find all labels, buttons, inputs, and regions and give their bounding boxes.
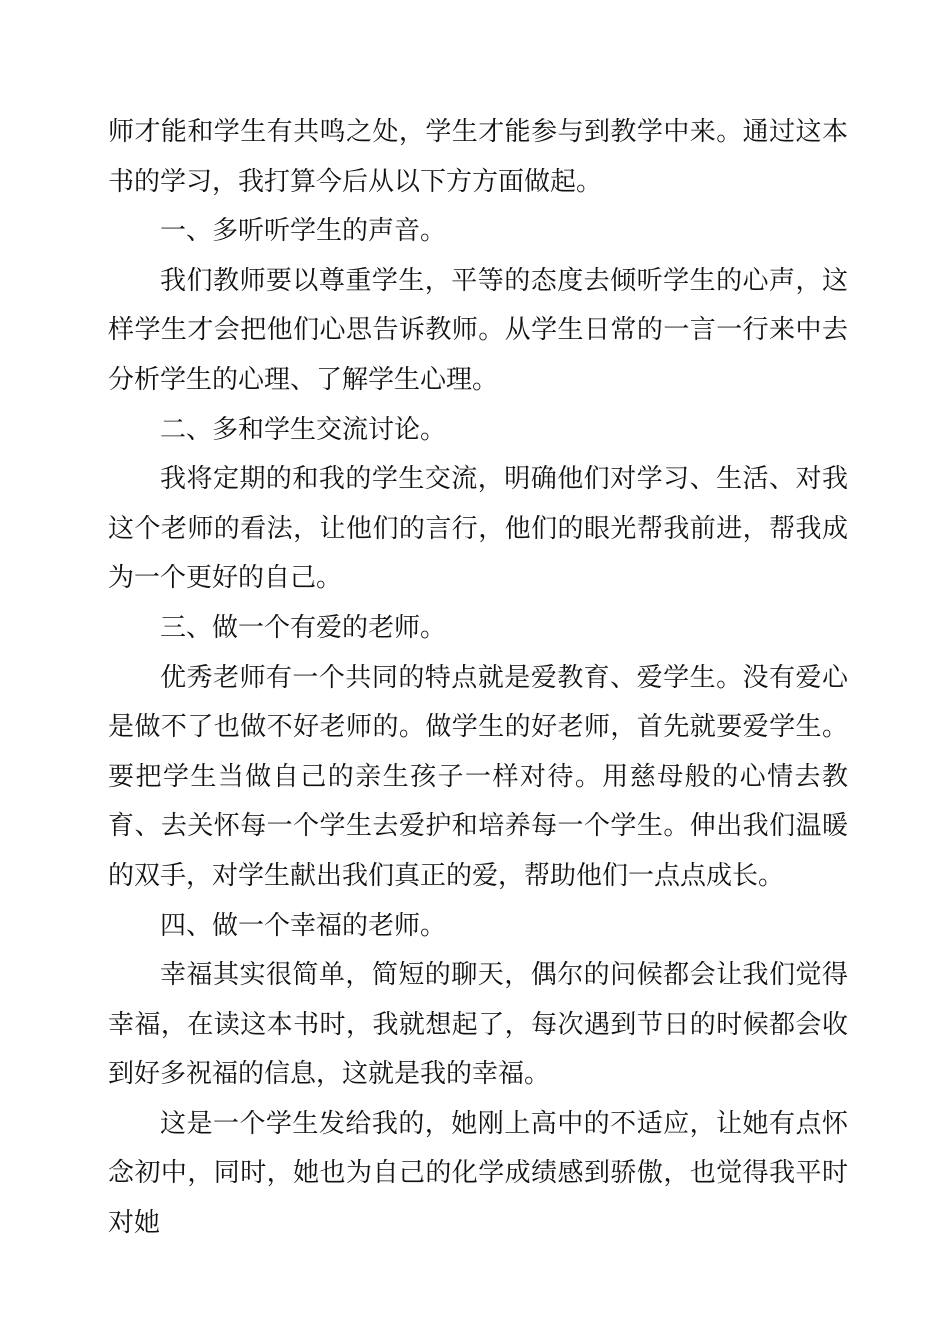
paragraph-4: 幸福其实很简单，简短的聊天，偶尔的问候都会让我们觉得幸福，在读这本书时，我就想起了，每次遇到节日的时候都会收到好多祝福的信息，这就是我的幸福。 <box>108 960 848 1090</box>
section-heading-2: 二、多和学生交流讨论。 <box>160 414 447 445</box>
paragraph-3: 优秀老师有一个共同的特点就是爱教育、爱学生。没有爱心是做不了也做不好老师的。做学生的好老师，首先就要爱学生。要把学生当做自己的亲生孩子一样对待。用慈母般的心情去教育、去关怀每一个学生去爱护和培养每一个学生。伸出我们温暖的双手，对学生献出我们真正的爱，帮助他们一点点成长。 <box>108 662 848 891</box>
paragraph-1: 我们教师要以尊重学生，平等的态度去倾听学生的心声，这样学生才会把他们心思告诉教师。从学生日常的一言一行来中去分析学生的心理、了解学生心理。 <box>108 265 848 395</box>
paragraph-2: 我将定期的和我的学生交流，明确他们对学习、生活、对我这个老师的看法，让他们的言行，他们的眼光帮我前进，帮我成为一个更好的自己。 <box>108 464 848 594</box>
document-body <box>108 108 848 1249</box>
section-heading-1: 一、多听听学生的声音。 <box>160 216 447 247</box>
paragraph-5: 这是一个学生发给我的，她刚上高中的不适应，让她有点怀念初中，同时，她也为自己的化学成绩感到骄傲，也觉得我平时对她 <box>108 1108 848 1239</box>
paragraph-continuation: 师才能和学生有共鸣之处，学生才能参与到教学中来。通过这本书的学习，我打算今后从以下方方面做起。 <box>108 117 848 197</box>
section-heading-4: 四、做一个幸福的老师。 <box>160 910 447 941</box>
section-heading-3: 三、做一个有爱的老师。 <box>160 612 447 643</box>
